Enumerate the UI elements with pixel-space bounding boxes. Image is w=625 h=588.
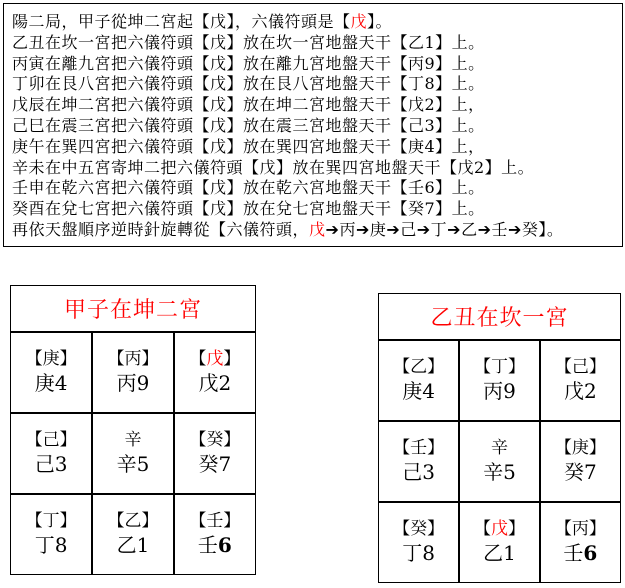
cell-top-stem: 【癸】 (189, 430, 241, 451)
cell-bottom-stem: 戊2 (198, 371, 232, 396)
grid-cell (541, 503, 620, 583)
cell-bottom-stem: 辛5 (483, 460, 516, 485)
text-line (12, 158, 614, 179)
text-segment: 癸酉在兌七宮把六儀符頭【戊】放在兌七宮地盤天干【癸7】上。 (12, 199, 485, 219)
grid-cell (175, 333, 255, 413)
cell-bottom-stem: 己3 (34, 452, 68, 477)
grid-cell (175, 495, 255, 575)
text-line (12, 137, 614, 158)
cell-bottom-stem: 丁8 (402, 541, 436, 566)
heaven-stem: 丁 (42, 511, 60, 532)
heaven-stem: 癸 (410, 519, 428, 540)
text-line (12, 116, 614, 137)
text-segment: 乙丑在坎一宮把六儀符頭【戊】放在坎一宮地盤天干【乙1】上。 (12, 32, 485, 52)
heaven-stem: 乙 (124, 511, 142, 532)
cell-top-stem: 【庚】 (554, 438, 606, 459)
cell-bottom-stem: 癸7 (563, 460, 597, 485)
text-segment: 再依天盤順序逆時針旋轉從【六儀符頭， (12, 219, 310, 239)
cell-bottom-stem: 乙1 (116, 533, 150, 558)
cell-top-stem: 【乙】 (107, 511, 159, 532)
cell-bottom-stem: 壬6 (563, 541, 598, 566)
grid-cell (379, 422, 458, 502)
heaven-stem: 庚 (571, 438, 589, 459)
cell-bottom-stem: 庚4 (402, 379, 436, 404)
heaven-stem: 壬 (206, 511, 224, 532)
heaven-stem: 庚 (42, 349, 60, 370)
text-segment-red: 戊 (309, 219, 326, 239)
grid-cell (541, 341, 620, 421)
cell-top-stem: 【戊】 (189, 349, 241, 370)
text-segment: 陽二局，甲子從坤二宮起【戊】，六儀符頭是【 (12, 12, 351, 31)
heaven-stem: 丙 (124, 349, 142, 370)
text-segment: ➔丙➔庚➔己➔丁➔乙➔壬➔癸】。 (325, 219, 564, 239)
cell-bottom-stem: 癸7 (198, 452, 232, 477)
table-jiazi-kun2-palace (10, 285, 256, 575)
cell-bottom-stem: 丙9 (116, 371, 150, 396)
grid-cell (11, 495, 91, 575)
text-segment: 】。 (367, 12, 393, 31)
cell-top-stem: 【丁】 (473, 357, 525, 378)
grid-cell (460, 503, 539, 583)
text-line (12, 220, 614, 241)
heaven-stem: 辛 (124, 430, 142, 451)
text-segment-red: 戊 (350, 12, 368, 31)
grid-cell (175, 414, 255, 494)
heaven-stem: 戊 (490, 519, 508, 540)
heaven-stem: 己 (42, 430, 60, 451)
grid-cell (11, 333, 91, 413)
heaven-stem: 丁 (490, 357, 508, 378)
text-segment: 辛未在中五宮寄坤二把六儀符頭【戊】放在巽四宮地盤天干【戊2】上。 (12, 157, 535, 177)
heaven-stem: 壬 (410, 438, 428, 459)
cell-bottom-stem: 丙9 (483, 379, 516, 404)
cell-top-stem: 【己】 (25, 430, 77, 451)
cell-bottom-stem: 戊2 (563, 379, 597, 404)
text-segment: 壬申在乾六宮把六儀符頭【戊】放在乾六宮地盤天干【壬6】上。 (12, 178, 485, 198)
table-yichou-kan1-palace (378, 293, 621, 583)
heaven-stem: 癸 (206, 430, 224, 451)
grid-cell (460, 422, 539, 502)
cell-top-stem: 【壬】 (393, 438, 445, 459)
text-line (12, 199, 614, 220)
grid-cell (11, 414, 91, 494)
cell-bottom-stem: 乙1 (483, 541, 516, 566)
text-segment: 丙寅在離九宮把六儀符頭【戊】放在離九宮地盤天干【丙9】上。 (12, 53, 485, 73)
text-line (12, 12, 614, 33)
cell-top-stem: 【壬】 (189, 511, 241, 532)
cell-bottom-stem: 辛5 (116, 452, 150, 477)
heaven-stem: 丙 (571, 519, 589, 540)
text-segment: 戊辰在坤二宮把六儀符頭【戊】放在坤二宮地盤天干【戊2】上， (12, 95, 485, 115)
heaven-stem: 戊 (206, 349, 224, 370)
text-segment: 丁卯在艮八宮把六儀符頭【戊】放在艮八宮地盤天干【丁8】上。 (12, 74, 485, 94)
grid-cell (379, 503, 458, 583)
cell-top-stem (124, 429, 141, 452)
cell-bottom-stem: 己3 (402, 460, 436, 485)
cell-top-stem: 【癸】 (393, 519, 445, 540)
grid-title: 甲子在坤二宮 (11, 286, 255, 331)
grid-cell (93, 333, 173, 413)
text-line (12, 95, 614, 116)
grid-cell (541, 422, 620, 502)
heaven-stem: 辛 (490, 438, 508, 459)
grid-title: 乙丑在坎一宮 (379, 294, 620, 339)
cell-bottom-stem: 壬6 (197, 533, 232, 558)
cell-bottom-stem: 丁8 (34, 533, 68, 558)
grid-cell (93, 495, 173, 575)
grid-cell (93, 414, 173, 494)
cell-top-stem: 【戊】 (473, 519, 525, 540)
grid-cell (379, 341, 458, 421)
text-line (12, 54, 614, 75)
cell-bottom-stem: 庚4 (34, 371, 68, 396)
text-line (12, 178, 614, 199)
cell-top-stem: 【丁】 (25, 511, 77, 532)
cell-top-stem: 【乙】 (393, 357, 445, 378)
heaven-stem: 己 (571, 357, 589, 378)
cell-top-stem: 【己】 (554, 357, 606, 378)
grid-cell (460, 341, 539, 421)
heaven-stem: 乙 (410, 357, 428, 378)
text-line (12, 74, 614, 95)
cell-top-stem: 【丙】 (554, 519, 606, 540)
instructions-box (3, 3, 623, 247)
text-segment: 庚午在巽四宮把六儀符頭【戊】放在巽四宮地盤天干【庚4】上， (12, 136, 485, 156)
cell-top-stem: 【丙】 (107, 349, 159, 370)
text-segment: 己巳在震三宮把六儀符頭【戊】放在震三宮地盤天干【己3】上。 (12, 115, 485, 135)
text-line (12, 33, 614, 54)
cell-top-stem (491, 437, 508, 460)
cell-top-stem: 【庚】 (25, 349, 77, 370)
